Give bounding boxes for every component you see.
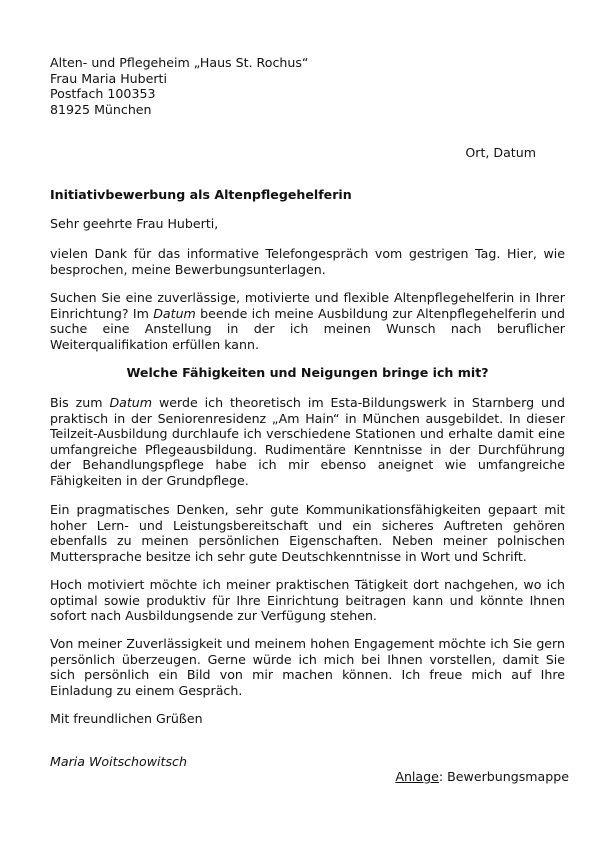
enclosure-label: Anlage [395,769,439,784]
paragraph-education [50,395,565,489]
address-line-institution: Alten- und Pflegeheim „Haus St. Rochus“ [50,55,309,70]
recipient-address [50,55,565,117]
signature-name: Maria Woitschowitsch [50,754,187,769]
paragraph-availability: Hoch motiviert möchte ich meiner praktischen Tätigkeit dort nachgehen, wo ich optimal sowie produktiv für Ihre Einrichtung beitragen kann und könnte Ihnen sofort nach Ausbildungsende zur Verfügung stehen. [50,577,565,624]
paragraph-intro: vielen Dank für das informative Telefongespräch vom gestrigen Tag. Hier, wie besprochen, meine Bewerbungsunterlagen. [50,246,565,277]
subject-line: Initiativbewerbung als Altenpflegehelferin [50,187,352,202]
section-heading: Welche Fähigkeiten und Neigungen bringe ich mit? [126,365,489,380]
paragraph-education-date: Datum [109,395,153,410]
paragraph-motivation-text-1: Suchen Sie eine zuverlässige, motivierte und flexible Altenpflegehelferin in Ihrer Einrichtung? Im [50,290,565,321]
enclosure-note [395,769,569,785]
address-line-postbox: Postfach 100353 [50,86,156,102]
paragraph-motivation-text-2: beende ich meine Ausbildung zur Altenpflegehelferin und suche eine Anstellung in der ich meinen Wunsch nach beruflicher Weiterqualifikation erfüllen kann. [50,305,565,352]
paragraph-interview: Von meiner Zuverlässigkeit und meinem hohen Engagement möchte ich Sie gern persönlich überzeugen. Gerne würde ich mich bei Ihnen vorstellen, damit Sie sich persönlich ein Bild von mir machen können. Ich freue mich auf Ihre Einladung zu einem Gespräch. [50,636,565,698]
address-line-name: Frau Maria Huberti [50,70,167,86]
enclosure-separator: : [438,769,444,784]
paragraph-motivation-date: Datum [153,305,196,321]
paragraph-education-text-1: Bis zum [50,395,110,410]
paragraph-skills: Ein pragmatisches Denken, sehr gute Kommunikationsfähigkeiten gepaart mit hoher Lern- und Leistungsbereitschaft und ein sicheres Auftreten gehören ebenfalls zu meinen persönlichen Eigenschaften. Neben meiner polnischen Muttersprache besitze ich sehr gute Deutschkenntnisse in Wort und Schrift. [50,502,565,564]
paragraph-motivation [50,290,565,352]
closing-formula: Mit freundlichen Grüßen [50,711,203,726]
paragraph-education-text-2: werde ich theoretisch im Esta-Bildungswerk in Starnberg und praktisch in der Seniorenresidenz „Am Hain“ in München ausgebildet. In dieser Teilzeit-Ausbildung durchlaufe ich verschiedene Stationen und erhalte damit eine umfangreiche Pflegeausbildung. Rudimentäre Kenntnisse in der Durchführung der Behandlungspflege habe ich mir ebenso aneignet wie umfangreiche Fähigkeiten in der Grundpflege. [50,395,565,488]
address-line-city: 81925 München [50,101,152,117]
salutation: Sehr geehrte Frau Huberti, [50,216,219,231]
enclosure-value: Bewerbungsmappe [443,769,569,784]
place-date: Ort, Datum [465,145,536,160]
